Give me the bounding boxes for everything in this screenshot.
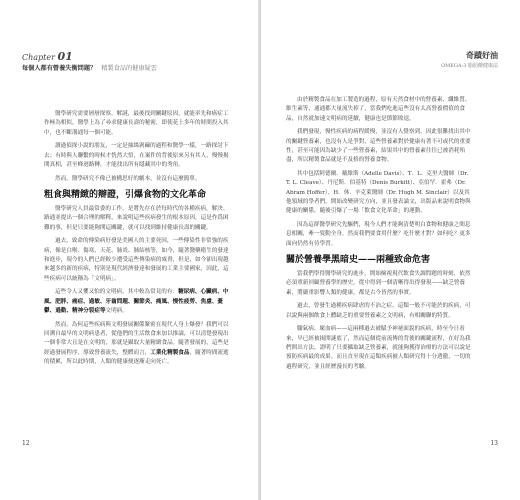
section-heading: 粗食與精緻的辯證，引爆食物的文化革命 [44, 190, 207, 201]
highlighted-text: 糖尿病、心臟病、中風、肥胖、癌症、過敏、牙齒問題、關節炎、痛風、慢性疲勞、焦慮、憂鬱、過動、精神分裂症等 [44, 289, 229, 315]
page-number: 12 [22, 440, 30, 447]
paragraph: 由於精製食品在加工製造的過程，原有天然食材中的營養素、纖維質、維生素等，通通都大量流失掉了，當我們吃進這些沒有太高營養價值的食品，自然就加速文明病的延續，健康也是節節敗退。 [286, 97, 471, 122]
chapter-subtitle: 精製食品的健康疑雲 [101, 65, 157, 72]
chapter-title: 每個人都有營養失衡問題？ [22, 65, 97, 72]
paragraph: 其中包括阿德爾．戴維斯（Adelle Davis）、T．L．克里夫醫師（Dr. T. L. Cleave）、丹尼斯．伯基特（Denis Burkitt）、亞伯罕．霍弗（Dr. Abram Hoffer）、H．休．辛克萊醫師（Dr. Hugh M. Sinclair）以及其他領域的學者們，開始改變研究方向，並且發表論文，出版品來說明食物與健康的關係，隨後引爆了一場「飲食文化革命」的運動。 [286, 171, 471, 215]
left-body-text [44, 110, 230, 372]
chapter-title-line [22, 63, 157, 72]
paragraph [44, 288, 230, 316]
section-heading: 關於營養學黑暗史——兩種致命危害 [286, 254, 431, 265]
chapter-word: Chapter [22, 53, 55, 62]
running-head [441, 50, 498, 69]
paragraph: 腳氣病、壞血病——這兩種過去被賦予神祕面貌的疾病，時至今日看來，早已經被揭開謎底了，然而這個從前流傳的背後的關鍵流程，在好為我們開出方法，證明了只要攝取缺乏營養素，就能夠獲得治療的方法可以說是預防疾病最的成果。而且直至現在這類疾病被人類研究得十分透徹，一切的過程研究，並且經歷漫長的考驗。 [286, 326, 471, 370]
running-head-subtitle: OMEGA-3 脂肪酸健康法 [441, 63, 498, 69]
paragraph: 因為這群醫學研究先驅們，現今人們才能夠清楚明白食物和健康之間息息相關，牽一髮動全身，然而我們要食用什麼？吃什麼才對？如何吃？更多面向仍然有待學習。 [286, 222, 471, 247]
paragraph: 然而，醫學研究不像已被構思好的劇本，並沒有這麼簡單。 [55, 175, 201, 182]
paragraph: 過去，致命的傳染病好發是美國人的主要死因，一些傳染性非常強的疾病，像是白喉、傷寒、天花、肺炎、肺結核等，如今，隨著醫藥衛生的發達和進步，現今的人們已經較少遭受這些傳染病的威脅，但是，如今卻出現越來越多的新的疾病，特別是現代經濟發達和發展的工業主要國家，因此，這些疾病可以統稱為「文明病」。 [44, 238, 229, 282]
right-body-text [286, 96, 474, 376]
paragraph: 醫學研究需要層層探察、解謎，最後找到關鍵原因，就能率先和癌症工作極為相似，醫學上為了尋求健康長壽的秘密，即使花上多年的時間投入其中，也不斷溝通每一個可能。 [44, 111, 229, 136]
chapter-label [22, 50, 73, 63]
text-run: 然而，為何這些疾病與文明發展關係緊密在現代人身上爆發？我們可以回溯自最早的文明病患者，從他們的生活飲食來加以推論，可以清楚發現出一個非常大且是在文明的，那就是攝取大量精緻食品。隨著發展的，這些是經過發展程序，導致營養流失，整體而言， [44, 321, 229, 356]
chapter-number: 01 [57, 50, 73, 63]
text-run: 這些令人又懼又怕的文明病，其中較為常見的有： [55, 289, 179, 296]
text-run: ，隨著時間流逝的積累，所以此時期，人類的健康便逐漸走向死亡。 [44, 349, 229, 366]
highlighted-text: 工業化精製食品 [150, 349, 190, 356]
text-run: 文明病。 [105, 308, 128, 315]
paragraph: 讀過偵探小說的朋友，一定是抽絲剝繭的過程和醫學一樣，一路探討下去；有時與人聯繫的時候才恍然大悟，在案件的背後原來另有其人，慢慢揭開真相，甚至峰迴路轉，才能找出所有隱藏其中的秀角。 [44, 143, 229, 168]
right-page [261, 0, 520, 500]
paragraph: 醫學研究人員最常委的工作，是將先存在於每時代的各種疾病，解決、路通並提出一個合理的解釋，來說明這些疾病發生的根本原因，這是作爲困難的事，但是只要能夠開這關鍵，就可以找到維持健康長壽的關鍵。 [44, 206, 229, 231]
paragraph: 過去，曾發生過種疾病肆虐的不治之症，這類一般不可能於的疾病，可以說與兩個飲食上體缺乏的重要營養素之文明病，有相關聯的特質。 [286, 303, 471, 319]
paragraph [44, 321, 230, 367]
page-number: 13 [490, 440, 498, 447]
paragraph: 我們發現，慢性疾病的病程緩慢，並沒有人覺察到，因此很難找出其中的關鍵營養素，也沒有人是爭對，這些營養素對於健康有著不可或代的重要性，甚至可能因為缺少了一些營養素，結果其中的營養素往往已被消耗殆盡，所以精製食品就是不及格的營養食物。 [286, 129, 471, 164]
left-page [0, 0, 259, 500]
running-head-title: 奇蹟好油 [466, 50, 498, 60]
paragraph: 當我們學得醫學研究的進步，開始檢視現代飲食失調問題的時刻，依然必須重新回顧營養學的歷史，從中得到一個清晰得出得發現——缺乏營養素，將嚴重影響人類的健康，都是古今皆然的事實。 [286, 270, 471, 296]
